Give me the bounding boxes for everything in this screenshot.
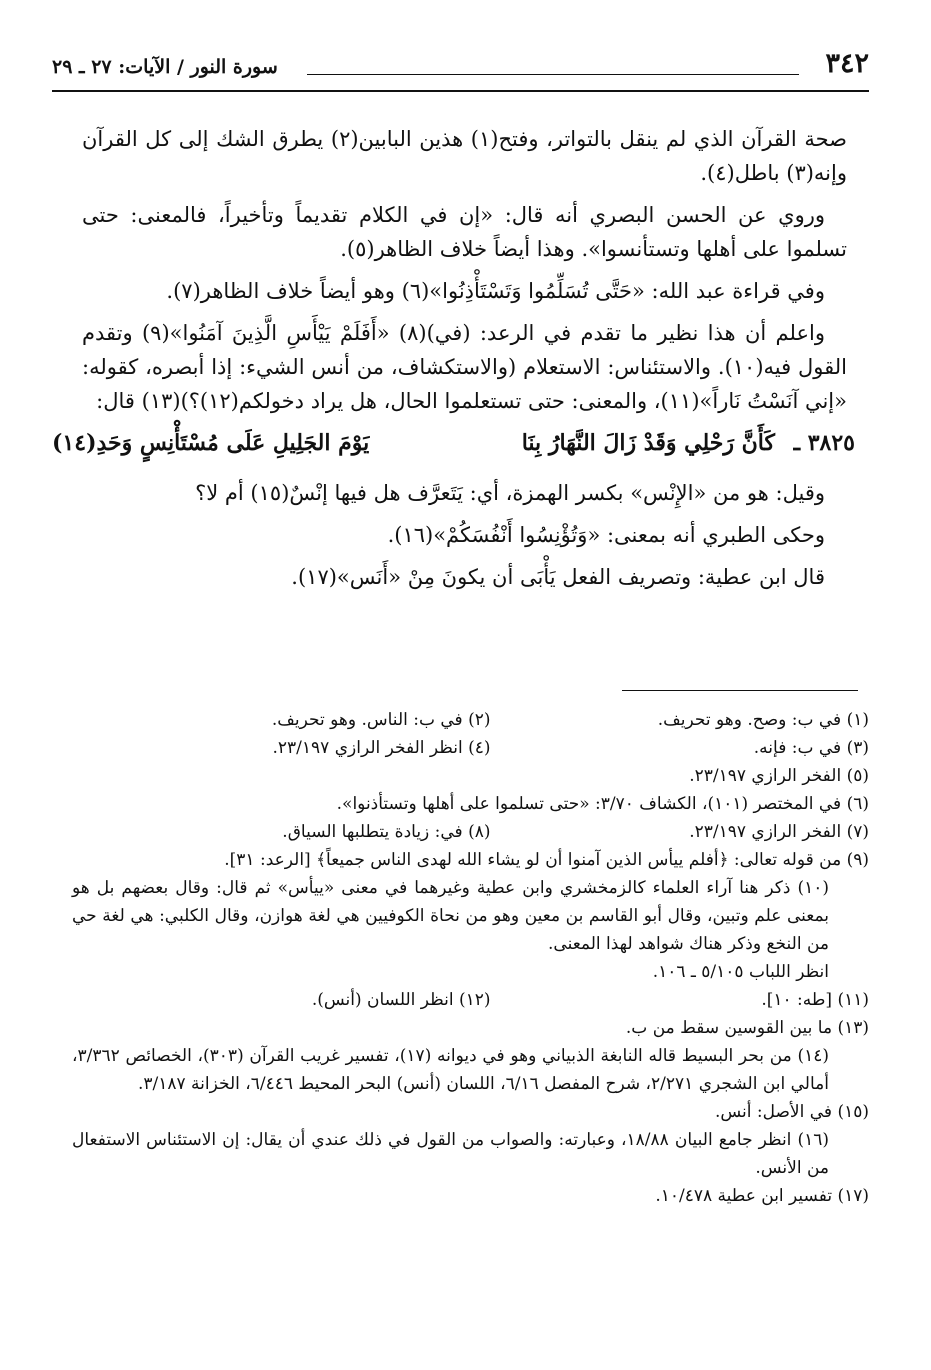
footnote-reference: انظر اللباب ٥/١٠٥ ـ ١٠٦.: [652, 962, 829, 982]
footnote: (٨) في: زيادة يتطلبها السياق.: [282, 822, 491, 842]
footnote-separator: [622, 690, 858, 691]
poetry-verse: [52, 426, 855, 470]
footnote: (٧) الفخر الرازي ٢٣/١٩٧.: [689, 822, 869, 842]
footnote-row: [72, 986, 869, 1014]
footnote-row: [72, 734, 869, 762]
footnote-row: [72, 818, 869, 846]
footnote: (١) في ب: وصح. وهو تحريف.: [657, 710, 869, 730]
footnote-row: [72, 706, 869, 734]
running-title: سورة النور / الآيات: ٢٧ ـ ٢٩: [52, 56, 278, 78]
footnote: (٦) في المختصر (١٠١)، الكشاف ٣/٧٠: «حتى تسلموا على أهلها وتستأذنوا».: [336, 794, 869, 814]
paragraph: واعلم أن هذا نظير ما تقدم في الرعد: (في)(٨) «أَفَلَمْ يَيْأَسِ الَّذِينَ آمَنُوا»(٩) وتقدم القول فيه(١٠). والاستئناس: الاستعلام (والاستكشاف، من أنس الشيء: إذا أبصره، كقوله: «إني آنَسْتُ نَاراً»(١١)، والمعنى: حتى تستعلموا الحال، هل يراد دخولكم(١٢)؟)(١٣) قال:: [82, 321, 847, 413]
main-text: [52, 122, 855, 602]
verse-first-hemistich: كَأَنَّ رَحْلِي وَقَدْ زَالَ النَّهَارُ بِنَا: [521, 430, 775, 456]
paragraph: قال ابن عطية: وتصريف الفعل يَأْبَى أن يكونَ مِنْ «أَنَس»(١٧).: [291, 565, 825, 589]
footnote: (٤) انظر الفخر الرازي ٢٣/١٩٧.: [272, 738, 491, 758]
footnote: (١٥) في الأصل: أنس.: [714, 1102, 869, 1122]
footnote: (٣) في ب: فإنه.: [753, 738, 869, 758]
footnote: (١١) [طه: ١٠].: [761, 990, 869, 1010]
footnote: (٢) في ب: الناس. وهو تحريف.: [271, 710, 491, 730]
footnote: (١٢) انظر اللسان (أنس).: [311, 990, 491, 1010]
footnote: (١٧) تفسير ابن عطية ١٠/٤٧٨.: [655, 1186, 869, 1206]
footnote: (١٦) انظر جامع البيان ١٨/٨٨، وعبارته: والصواب من القول في ذلك عندي أن يقال: إن الاستئناس الاستفعال من الأنس.: [72, 1130, 829, 1178]
verse-second-hemistich: يَوْمَ الجَلِيلِ عَلَى مُسْتَأْنِسٍ وَحَدِ(١٤): [52, 430, 370, 456]
page-header: [52, 48, 869, 92]
header-rule: [52, 90, 869, 92]
footnotes: [72, 706, 869, 1210]
footnote: (١٠) ذكر هنا آراء العلماء كالزمخشري وابن عطية وغيرهما في معنى «ييأس» ثم قال: وقال بعضهم بل هو بمعنى علم وتبين، وقال أبو القاسم بن معين وهو من نحاة الكوفيين هي لغة هوازن، وقال الكلبي: هي لغة حي من النخع وذكر هناك شواهد لهذا المعنى.: [72, 878, 829, 954]
footnote: (٩) من قوله تعالى: ﴿أفلم ييأس الذين آمنوا أن لو يشاء الله لهدى الناس جميعاً﴾ [الرعد: ٣١].: [224, 850, 869, 870]
verse-number: ٣٨٢٥ ـ: [793, 430, 855, 456]
page-number: ٣٤٢: [825, 48, 869, 79]
paragraph: وقيل: هو من «الإِنْس» بكسر الهمزة، أي: يَتَعرَّف هل فيها إنْسٌ(١٥) أم لا؟: [195, 481, 825, 505]
paragraph: وروي عن الحسن البصري أنه قال: «إن في الكلام تقديماً وتأخيراً، فالمعنى: حتى تسلموا على أهلها وتستأنسوا». وهذا أيضاً خلاف الظاهر(٥).: [82, 203, 847, 261]
header-dash-line: [307, 74, 799, 75]
footnote: (١٣) ما بين القوسين سقط من ب.: [625, 1018, 869, 1038]
paragraph: وحكى الطبري أنه بمعنى: «وَتُؤْنِسُوا أَنْفُسَكُمْ»(١٦).: [387, 523, 825, 547]
footnote: (١٤) من بحر البسيط قاله النابغة الذبياني وهو في ديوانه (١٧)، تفسير غريب القرآن (٣٠٣)، الخصائص ٣/٣٦٢، أمالي ابن الشجري ٢/٢٧١، شرح المفصل ٦/١٦، اللسان (أنس) البحر المحيط ٦/٤٤٦، الخزانة ٣/١٨٧.: [72, 1046, 829, 1094]
footnote: (٥) الفخر الرازي ٢٣/١٩٧.: [689, 766, 869, 786]
paragraph: صحة القرآن الذي لم ينقل بالتواتر، وفتح(١) هذين البابين(٢) يطرق الشك إلى كل القرآن وإنه(٣) باطل(٤).: [82, 127, 847, 185]
paragraph: وفي قراءة عبد الله: «حَتَّى تُسَلِّمُوا وَتَسْتَأْذِنُوا»(٦) وهو أيضاً خلاف الظاهر(٧).: [166, 279, 825, 303]
